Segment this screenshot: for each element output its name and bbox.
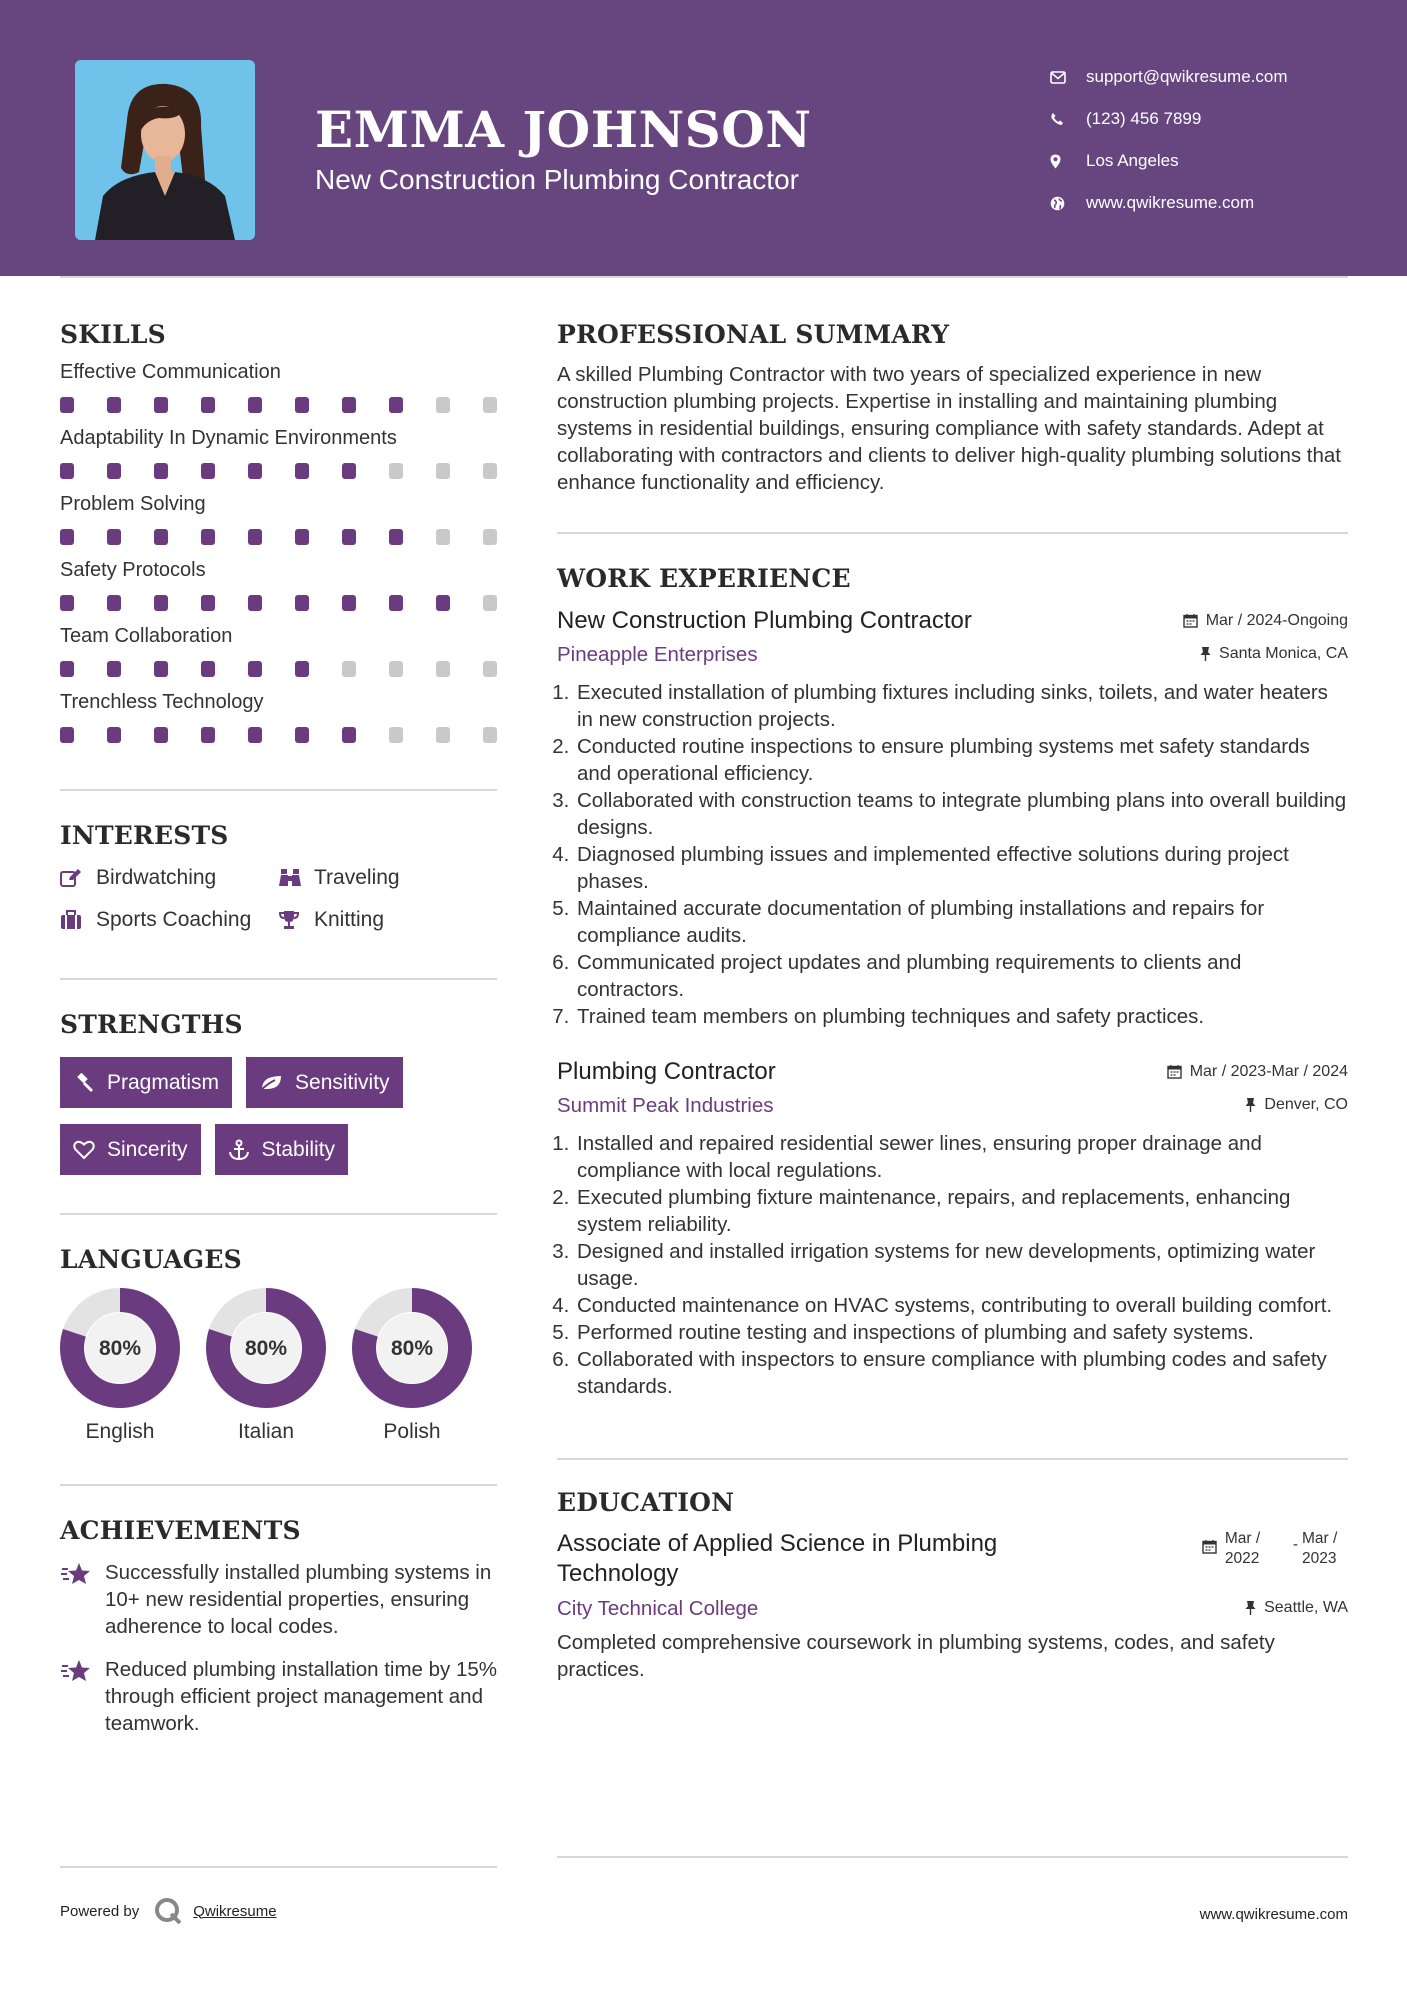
job-bullet: 6. Collaborated with inspectors to ensure compliance with plumbing codes and safety standards.	[575, 1346, 1348, 1400]
rating-dot-empty	[483, 661, 497, 677]
job-bullet: 1. Executed installation of plumbing fixtures including sinks, toilets, and water heaters in new construction projects.	[575, 679, 1348, 733]
job-title: New Construction Plumbing Contractor	[557, 607, 972, 634]
rating-dot-filled	[342, 529, 356, 545]
rating-dot-filled	[107, 727, 121, 743]
pushpin-icon	[1200, 646, 1211, 661]
skill-rating	[60, 397, 497, 413]
interests-section	[60, 821, 497, 932]
education-description: Completed comprehensive coursework in plumbing systems, codes, and safety practices.	[557, 1631, 1275, 1681]
rating-dot-filled	[295, 595, 309, 611]
star-badge-icon	[60, 1559, 105, 1640]
job-bullet: 5. Performed routine testing and inspections of plumbing and safety systems.	[575, 1319, 1348, 1346]
job-bullet: 2. Conducted routine inspections to ensure plumbing systems met safety standards and operational efficiency.	[575, 733, 1348, 787]
rating-dot-filled	[201, 595, 215, 611]
rating-dot-filled	[201, 661, 215, 677]
rating-dot-empty	[389, 727, 403, 743]
rating-dot-empty	[483, 397, 497, 413]
achievement-item	[60, 1559, 497, 1640]
rating-dot-filled	[201, 727, 215, 743]
rating-dot-empty	[483, 529, 497, 545]
contact-website[interactable]	[1050, 182, 1390, 224]
strength-label: Sensitivity	[295, 1070, 390, 1094]
job-bullet-list	[557, 679, 1348, 1030]
education-section	[557, 1488, 1348, 1683]
contact-email[interactable]	[1050, 56, 1390, 98]
candidate-name: EMMA JOHNSON	[315, 100, 812, 159]
language-percent: 80%	[98, 1337, 142, 1360]
skill-name: Adaptability In Dynamic Environments	[60, 427, 397, 449]
rating-dot-filled	[201, 463, 215, 479]
job-bullet-list	[557, 1130, 1348, 1400]
language-donut	[352, 1288, 472, 1408]
strength-tag	[60, 1124, 201, 1175]
footer-divider	[60, 1866, 497, 1868]
skill-rating	[60, 463, 497, 479]
job-bullet: 1. Installed and repaired residential sewer lines, ensuring proper drainage and compliance with local regulations.	[575, 1130, 1348, 1184]
contact-list	[1050, 56, 1390, 224]
rating-dot-filled	[107, 463, 121, 479]
language-donut	[60, 1288, 180, 1408]
left-column	[60, 320, 497, 1737]
rating-dot-empty	[436, 529, 450, 545]
rating-dot-filled	[107, 661, 121, 677]
job-bullet: 6. Communicated project updates and plumbing requirements to clients and contractors.	[575, 949, 1348, 1003]
interest-item	[278, 866, 497, 890]
interest-label: Knitting	[314, 908, 385, 931]
profile-photo	[75, 60, 255, 240]
job-bullet: 5. Maintained accurate documentation of plumbing installations and repairs for compliance audits.	[575, 895, 1348, 949]
rating-dot-filled	[154, 463, 168, 479]
interest-label: Sports Coaching	[96, 908, 252, 931]
rating-dot-filled	[248, 397, 262, 413]
header-divider	[60, 276, 1348, 278]
powered-by-label: Powered by	[60, 1902, 140, 1920]
rating-dot-filled	[342, 397, 356, 413]
leaf-icon	[259, 1074, 283, 1092]
language-name: English	[85, 1420, 155, 1443]
footer-divider	[557, 1856, 1348, 1858]
calendar-icon	[1183, 613, 1198, 628]
summary-section	[557, 320, 1348, 496]
rating-dot-filled	[295, 397, 309, 413]
school-name: City Technical College	[557, 1597, 759, 1620]
rating-dot-filled	[342, 463, 356, 479]
section-divider	[60, 789, 497, 791]
skill-name: Trenchless Technology	[60, 691, 264, 713]
rating-dot-filled	[154, 595, 168, 611]
calendar-icon	[1202, 1539, 1217, 1554]
rating-dot-filled	[389, 397, 403, 413]
rating-dot-filled	[154, 661, 168, 677]
rating-dot-empty	[436, 463, 450, 479]
skill-name: Effective Communication	[60, 361, 281, 383]
strength-tag	[215, 1124, 349, 1175]
strength-tag	[60, 1057, 232, 1108]
rating-dot-filled	[60, 727, 74, 743]
rating-dot-filled	[60, 595, 74, 611]
rating-dot-empty	[436, 661, 450, 677]
strengths-heading: STRENGTHS	[60, 1010, 243, 1039]
rating-dot-filled	[107, 529, 121, 545]
rating-dot-filled	[248, 463, 262, 479]
achievement-text: Reduced plumbing installation time by 15% through efficient project management and teamwork.	[105, 1658, 498, 1735]
language-name: Polish	[383, 1420, 441, 1443]
language-item	[352, 1288, 472, 1444]
rating-dot-filled	[295, 463, 309, 479]
binoculars-icon	[278, 868, 314, 888]
rating-dot-filled	[154, 397, 168, 413]
rating-dot-filled	[107, 595, 121, 611]
pencil-square-icon	[60, 868, 96, 888]
rating-dot-filled	[389, 595, 403, 611]
rating-dot-empty	[483, 595, 497, 611]
achievements-section	[60, 1516, 497, 1737]
skill-name: Problem Solving	[60, 493, 206, 515]
summary-text: A skilled Plumbing Contractor with two years of specialized experience in new construction plumbing projects. Expertise in installing and maintaining plumbing systems in residential buildings, ensuring compliance with safety standards. Adept at collaborating with contractors and clients to deliver high-quality plumbing solutions that enhance functionality and efficiency.	[557, 363, 1341, 494]
contact-location-text: Los Angeles	[1086, 151, 1179, 170]
rating-dot-filled	[60, 463, 74, 479]
rating-dot-filled	[201, 529, 215, 545]
language-percent: 80%	[390, 1337, 434, 1360]
rating-dot-filled	[154, 529, 168, 545]
rating-dot-filled	[342, 727, 356, 743]
rating-dot-filled	[154, 727, 168, 743]
interest-item	[60, 908, 278, 932]
education-dates: Mar / 2022 - Mar / 2023	[1202, 1529, 1348, 1569]
languages-heading: LANGUAGES	[60, 1245, 242, 1274]
rating-dot-empty	[483, 727, 497, 743]
experience-section	[557, 564, 1348, 1400]
languages-list	[60, 1288, 497, 1444]
resume-header	[0, 0, 1407, 276]
powered-by	[60, 1896, 277, 1926]
achievement-item	[60, 1656, 497, 1737]
rating-dot-empty	[389, 463, 403, 479]
strength-label: Sincerity	[107, 1137, 188, 1161]
gavel-icon	[73, 1073, 95, 1093]
rating-dot-empty	[436, 397, 450, 413]
contact-phone-text: (123) 456 7899	[1086, 109, 1202, 128]
contact-location	[1050, 140, 1390, 182]
right-column	[557, 320, 1348, 1683]
globe-icon	[1050, 196, 1086, 211]
section-divider	[557, 1458, 1348, 1460]
qwikresume-logo-icon	[153, 1896, 183, 1926]
skill-rating	[60, 529, 497, 545]
languages-section	[60, 1245, 497, 1444]
anchor-icon	[228, 1139, 250, 1161]
skills-heading: SKILLS	[60, 320, 166, 349]
job-bullet: 4. Conducted maintenance on HVAC systems, contributing to overall building comfort.	[575, 1292, 1348, 1319]
achievement-text: Successfully installed plumbing systems in 10+ new residential properties, ensuring adherence to local codes.	[105, 1561, 492, 1638]
degree-title: Associate of Applied Science in Plumbing Technology	[557, 1530, 998, 1587]
section-divider	[60, 1484, 497, 1486]
skills-list	[60, 361, 497, 743]
section-divider	[557, 532, 1348, 534]
skill-rating	[60, 661, 497, 677]
job-location: Santa Monica, CA	[1200, 645, 1348, 663]
pushpin-icon	[1245, 1097, 1256, 1112]
strength-label: Pragmatism	[107, 1070, 220, 1094]
strengths-section	[60, 1010, 497, 1175]
job-bullet: 2. Executed plumbing fixture maintenance, repairs, and replacements, enhancing system reliability.	[575, 1184, 1348, 1238]
skills-section	[60, 320, 497, 743]
job-bullet: 3. Collaborated with construction teams to integrate plumbing plans into overall building designs.	[575, 787, 1348, 841]
briefcase-icon	[60, 910, 96, 930]
rating-dot-filled	[295, 661, 309, 677]
interest-item	[60, 866, 278, 890]
skill-name: Team Collaboration	[60, 625, 233, 647]
interest-item	[278, 908, 497, 932]
job-entry	[557, 1058, 1348, 1400]
rating-dot-filled	[295, 727, 309, 743]
rating-dot-filled	[201, 397, 215, 413]
job-dates: Mar / 2023-Mar / 2024	[1167, 1063, 1348, 1081]
contact-phone[interactable]	[1050, 98, 1390, 140]
rating-dot-filled	[60, 529, 74, 545]
calendar-icon	[1167, 1064, 1182, 1079]
language-donut	[206, 1288, 326, 1408]
rating-dot-empty	[483, 463, 497, 479]
language-percent: 80%	[244, 1337, 288, 1360]
section-divider	[60, 1213, 497, 1215]
education-heading: EDUCATION	[557, 1488, 735, 1517]
candidate-title: New Construction Plumbing Contractor	[315, 164, 799, 195]
qwikresume-link[interactable]: Qwikresume	[193, 1902, 277, 1920]
job-bullet: 7. Trained team members on plumbing techniques and safety practices.	[575, 1003, 1348, 1030]
interest-label: Traveling	[314, 866, 400, 889]
rating-dot-filled	[60, 397, 74, 413]
skill-rating	[60, 595, 497, 611]
interest-label: Birdwatching	[96, 866, 217, 889]
contact-email-text: support@qwikresume.com	[1086, 67, 1288, 86]
rating-dot-filled	[295, 529, 309, 545]
rating-dot-filled	[436, 595, 450, 611]
rating-dot-filled	[248, 529, 262, 545]
language-name: Italian	[237, 1420, 295, 1443]
job-bullet: 4. Diagnosed plumbing issues and implemented effective solutions during project phases.	[575, 841, 1348, 895]
rating-dot-empty	[436, 727, 450, 743]
heart-icon	[73, 1140, 95, 1160]
rating-dot-filled	[107, 397, 121, 413]
envelope-icon	[1050, 71, 1086, 84]
rating-dot-filled	[248, 661, 262, 677]
section-divider	[60, 978, 497, 980]
rating-dot-empty	[342, 661, 356, 677]
rating-dot-filled	[60, 661, 74, 677]
trophy-icon	[278, 910, 314, 930]
footer-website[interactable]: www.qwikresume.com	[1199, 1906, 1348, 1923]
rating-dot-filled	[342, 595, 356, 611]
skill-name: Safety Protocols	[60, 559, 206, 581]
achievements-heading: ACHIEVEMENTS	[60, 1516, 301, 1545]
skill-rating	[60, 727, 497, 743]
job-dates: Mar / 2024-Ongoing	[1183, 612, 1348, 630]
pushpin-icon	[1245, 1600, 1256, 1615]
rating-dot-empty	[389, 661, 403, 677]
location-pin-icon	[1050, 154, 1086, 169]
language-item	[206, 1288, 326, 1444]
language-item	[60, 1288, 180, 1444]
company-name: Pineapple Enterprises	[557, 643, 758, 666]
strength-tag	[246, 1057, 403, 1108]
phone-icon	[1050, 112, 1086, 126]
job-location: Denver, CO	[1245, 1096, 1348, 1114]
strength-label: Stability	[261, 1137, 336, 1161]
rating-dot-filled	[248, 727, 262, 743]
interests-list	[60, 866, 497, 932]
strengths-list	[60, 1057, 497, 1175]
summary-heading: PROFESSIONAL SUMMARY	[557, 320, 950, 349]
rating-dot-filled	[389, 529, 403, 545]
job-bullet: 3. Designed and installed irrigation systems for new developments, optimizing water usage.	[575, 1238, 1348, 1292]
contact-website-text: www.qwikresume.com	[1086, 193, 1255, 212]
star-badge-icon	[60, 1656, 105, 1737]
job-entry	[557, 607, 1348, 1030]
education-location: Seattle, WA	[1245, 1599, 1348, 1617]
company-name: Summit Peak Industries	[557, 1094, 774, 1117]
rating-dot-filled	[248, 595, 262, 611]
job-title: Plumbing Contractor	[557, 1058, 776, 1085]
interests-heading: INTERESTS	[60, 821, 229, 850]
experience-heading: WORK EXPERIENCE	[557, 564, 851, 593]
